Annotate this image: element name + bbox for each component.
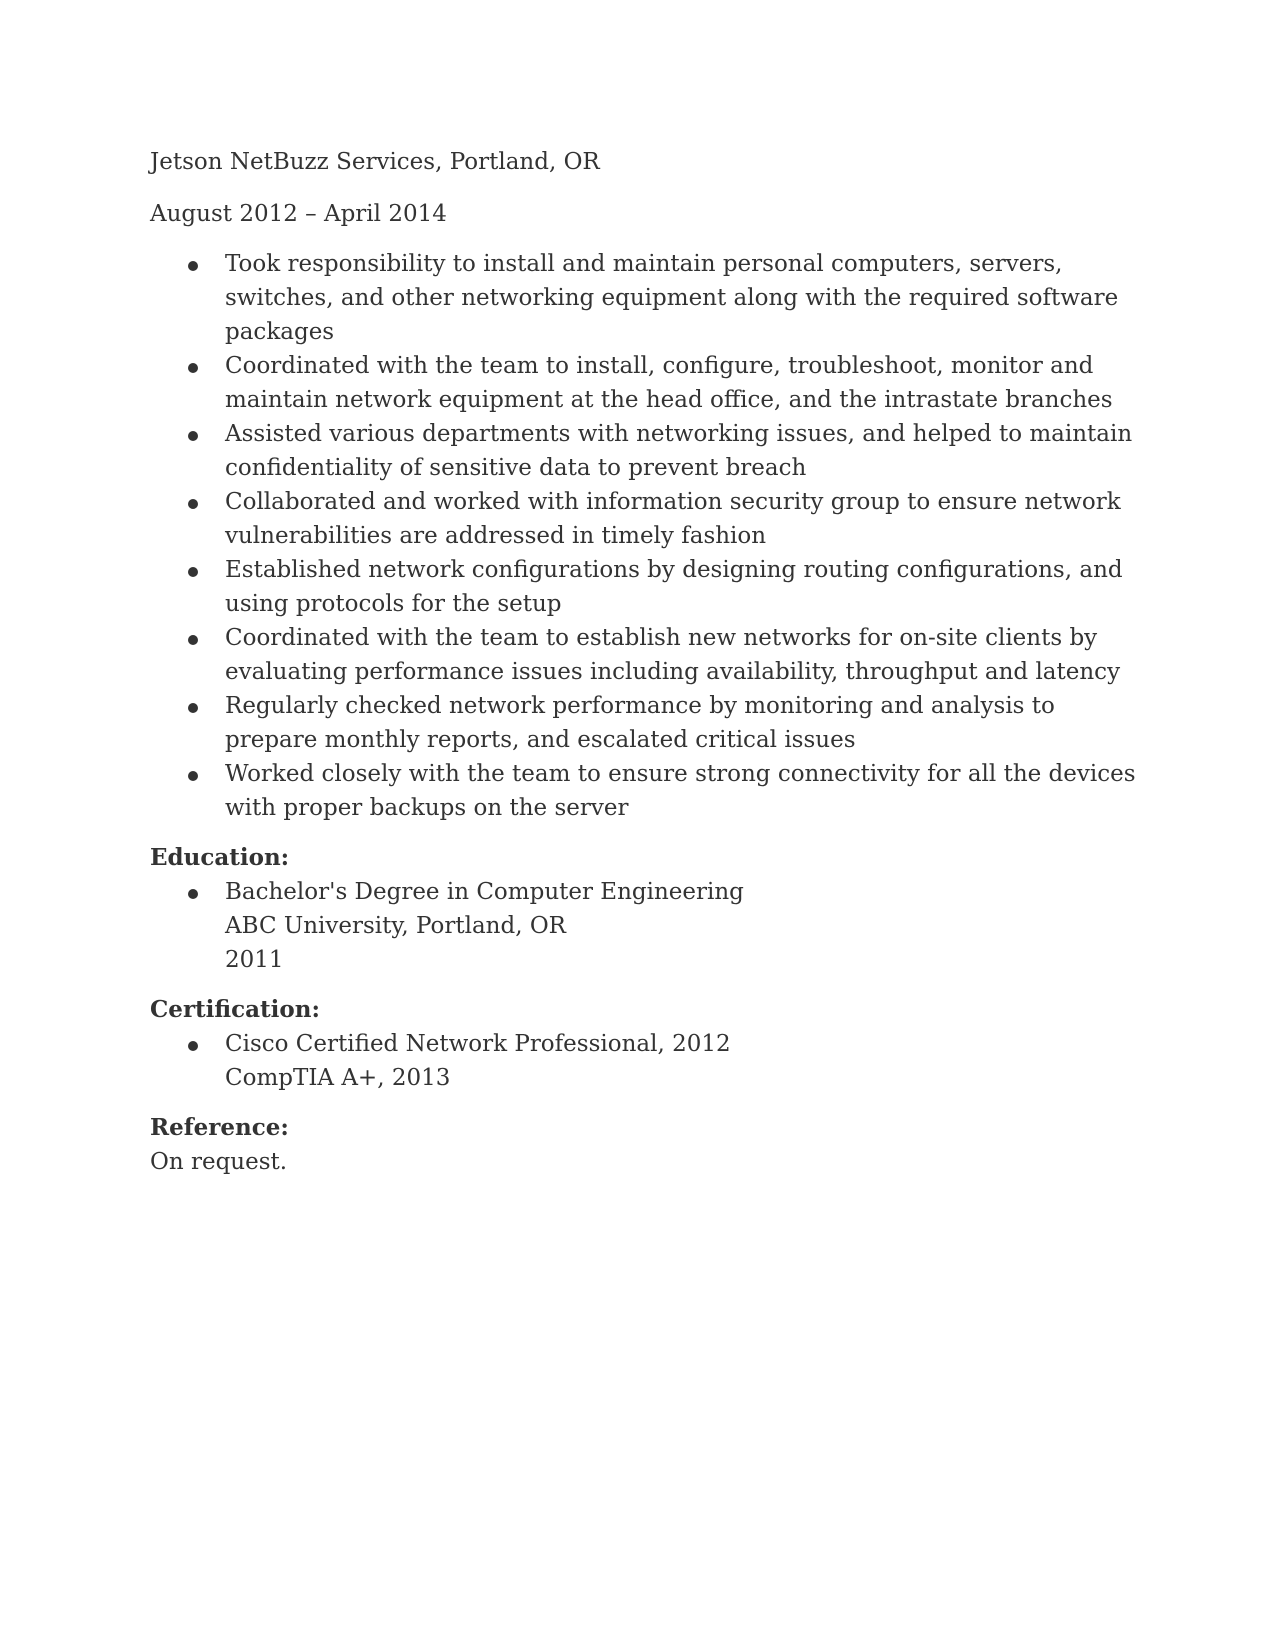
bullet-icon	[188, 1041, 198, 1051]
responsibility-text: Established network configurations by designing routing configurations, and using protocols for the setup	[225, 557, 1123, 617]
bullet-icon	[188, 635, 198, 645]
graduation-year: 2011	[225, 947, 284, 973]
certification-heading: Certification:	[150, 996, 320, 1023]
education-list	[150, 875, 1140, 977]
bullet-icon	[188, 431, 198, 441]
list-item	[150, 875, 1140, 977]
bullet-icon	[188, 567, 198, 577]
responsibilities-list	[150, 247, 1140, 825]
responsibility-text: Coordinated with the team to install, configure, troubleshoot, monitor and maintain network equipment at the head office, and the intrastate branches	[225, 353, 1113, 413]
education-heading: Education:	[150, 844, 290, 871]
degree-text: Bachelor's Degree in Computer Engineering	[225, 879, 744, 905]
reference-text: On request.	[150, 1149, 288, 1175]
responsibility-text: Regularly checked network performance by monitoring and analysis to prepare monthly reports, and escalated critical issues	[225, 693, 1055, 753]
school-text: ABC University, Portland, OR	[225, 913, 566, 939]
list-item	[150, 485, 1140, 553]
list-item	[150, 247, 1140, 349]
responsibility-text: Took responsibility to install and maintain personal computers, servers, switches, and other networking equipment along with the required software packages	[225, 251, 1119, 345]
list-item	[150, 417, 1140, 485]
list-item	[150, 1027, 1140, 1095]
reference-heading: Reference:	[150, 1114, 289, 1141]
responsibility-text: Collaborated and worked with information security group to ensure network vulnerabilities are addressed in timely fashion	[225, 489, 1121, 549]
bullet-icon	[188, 499, 198, 509]
list-item	[150, 553, 1140, 621]
bullet-icon	[188, 771, 198, 781]
bullet-icon	[188, 363, 198, 373]
list-item	[150, 621, 1140, 689]
responsibility-text: Assisted various departments with networking issues, and helped to maintain confidentiality of sensitive data to prevent breach	[225, 421, 1133, 481]
employment-dates: August 2012 – April 2014	[150, 201, 447, 227]
certification-text: Cisco Certified Network Professional, 2012	[225, 1031, 731, 1057]
certification-list	[150, 1027, 1140, 1095]
employer-line: Jetson NetBuzz Services, Portland, OR	[150, 149, 600, 175]
certification-text: CompTIA A+, 2013	[225, 1065, 451, 1091]
list-item	[150, 689, 1140, 757]
responsibility-text: Worked closely with the team to ensure strong connectivity for all the devices with proper backups on the server	[225, 761, 1136, 821]
list-item	[150, 757, 1140, 825]
bullet-icon	[188, 889, 198, 899]
bullet-icon	[188, 261, 198, 271]
list-item	[150, 349, 1140, 417]
responsibility-text: Coordinated with the team to establish new networks for on-site clients by evaluating performance issues including availability, throughput and latency	[225, 625, 1121, 685]
bullet-icon	[188, 703, 198, 713]
resume-content	[150, 145, 1140, 1197]
